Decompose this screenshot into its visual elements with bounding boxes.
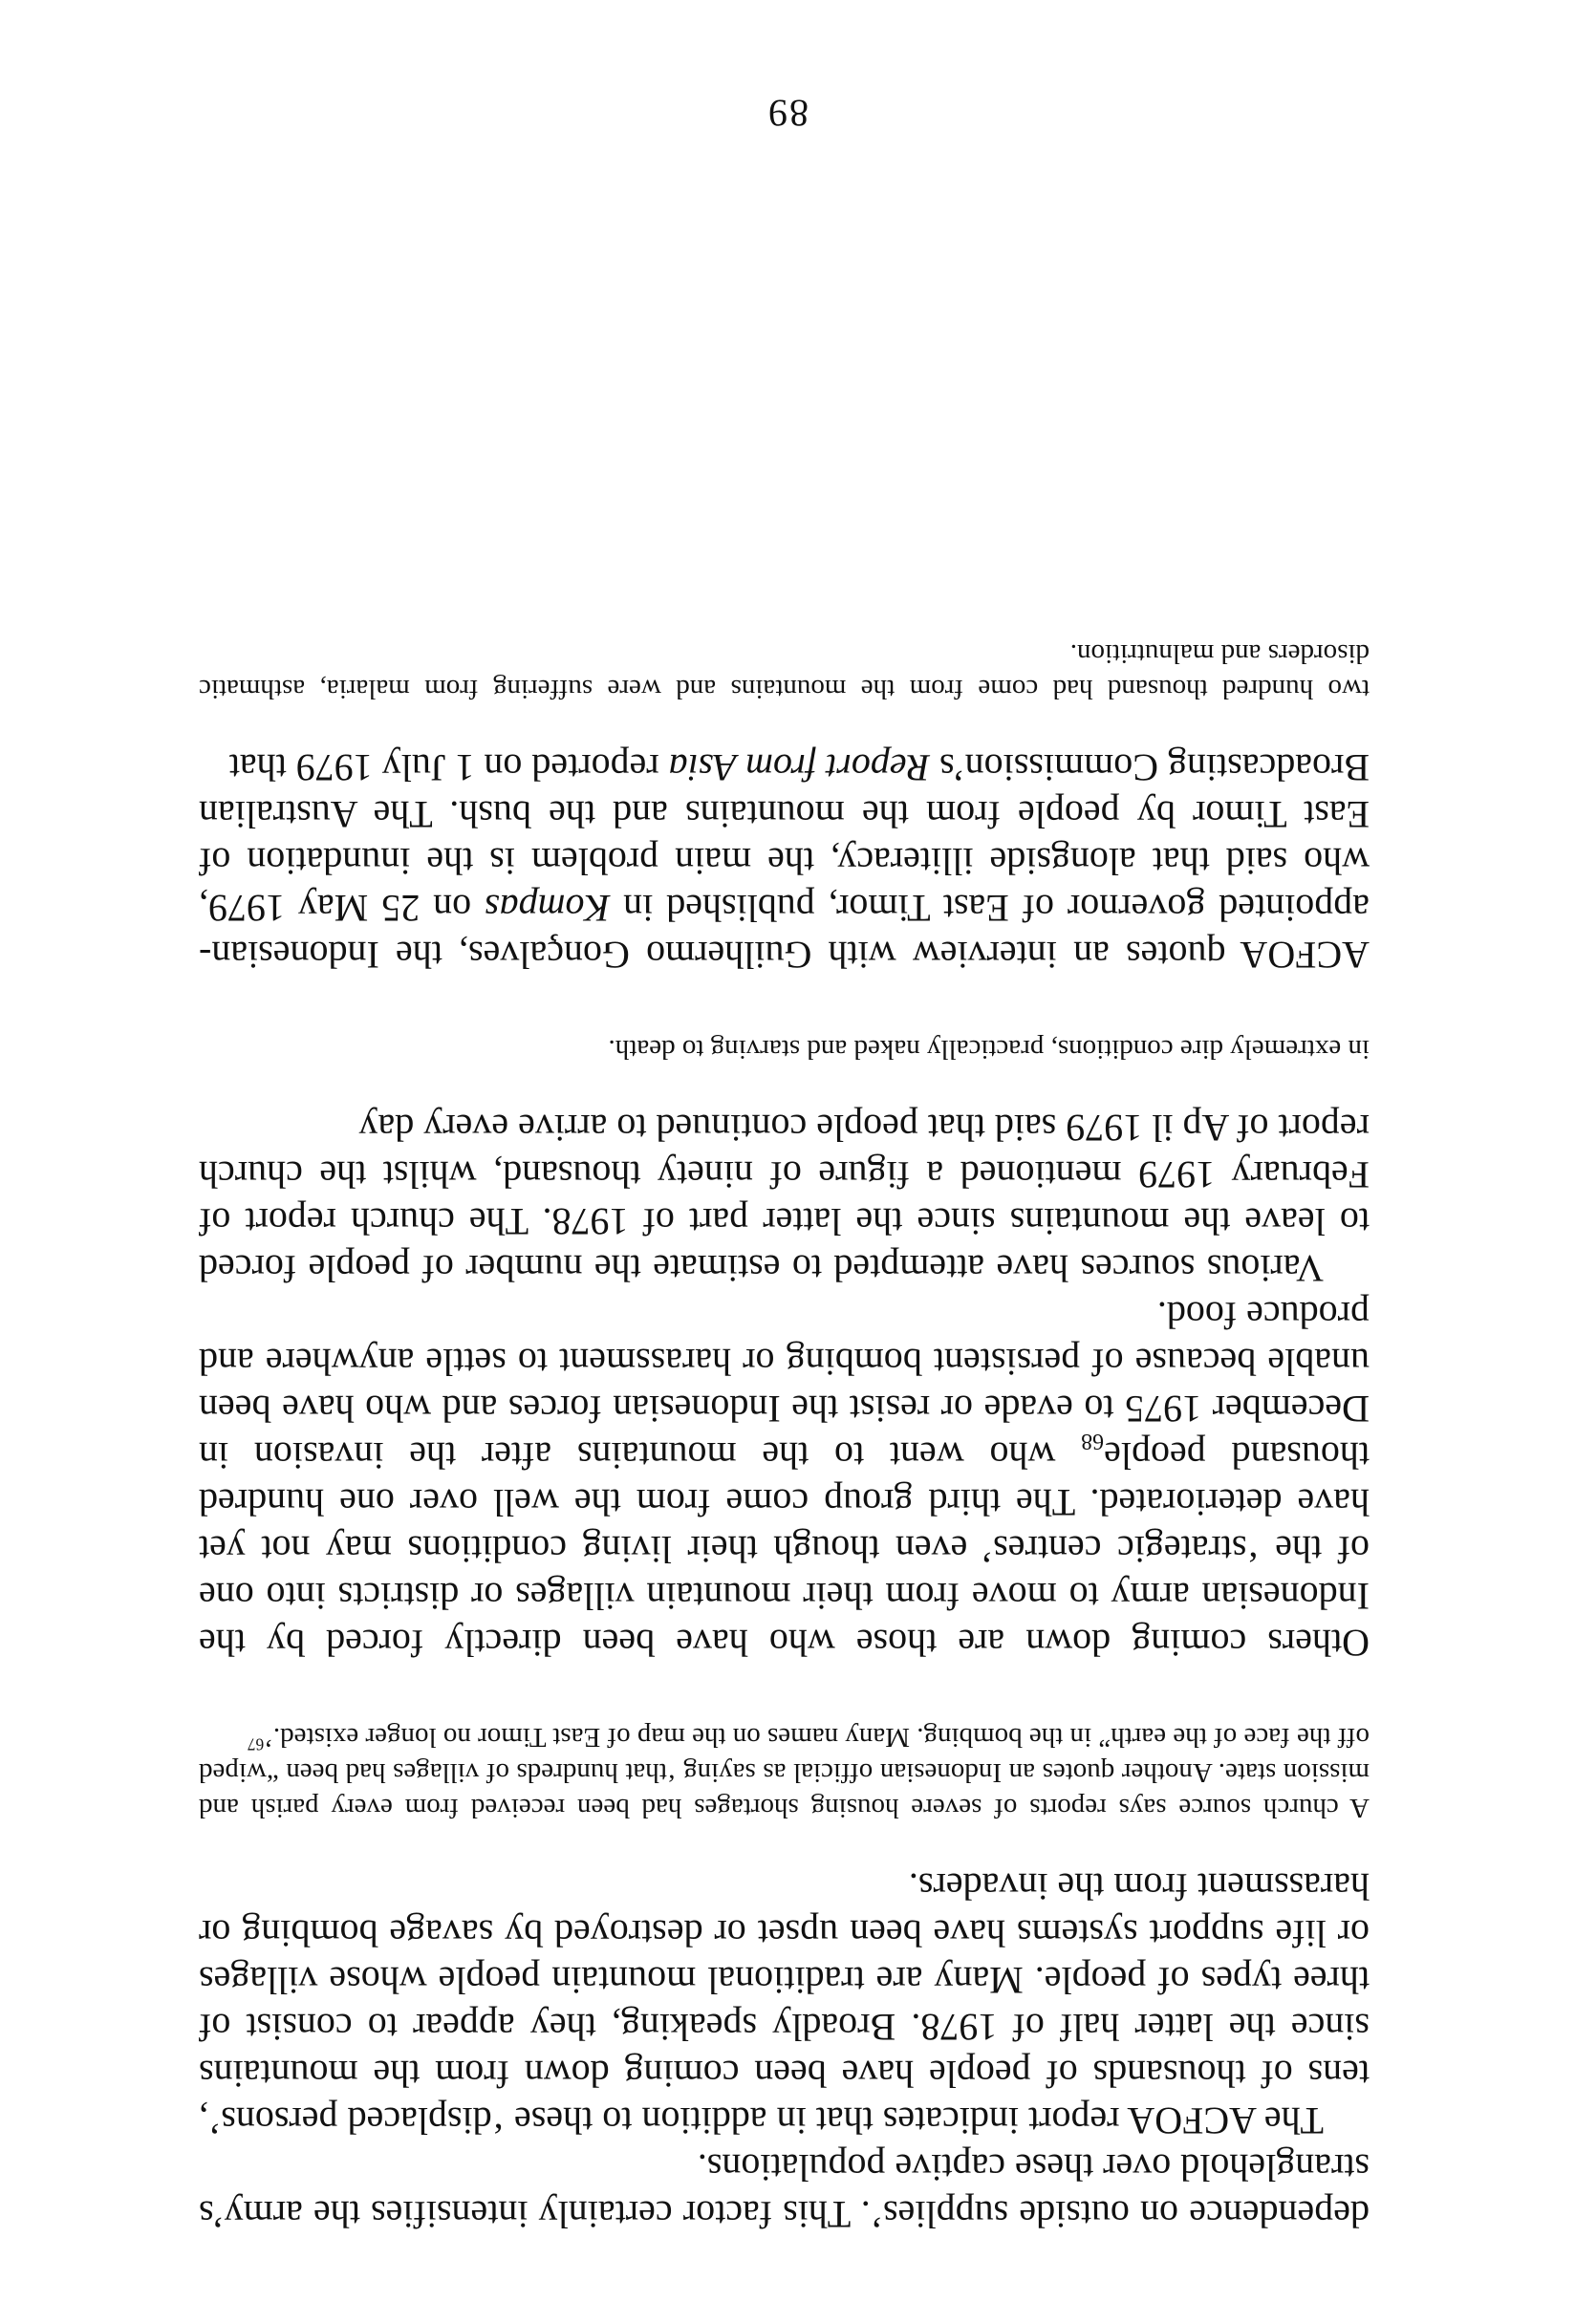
paragraph-acfoa-report: The ACFOA report indicates that in addition to these ‘displaced persons’, tens of thousands of people have been coming down from the mountains since the latter half of 1978. Broadly speaking, they appear to consist of three types of people. Many are traditional mountain people whose villages or life support systems have been upset or destroyed by savage bombing or harassment from the invaders. bbox=[199, 1865, 1370, 2142]
spacer bbox=[199, 1667, 1370, 1719]
footnote-ref-68: 68 bbox=[1081, 1429, 1105, 1453]
paragraph-others-coming-down bbox=[199, 1292, 1370, 1667]
paragraph-others-text-after: who went to the mountains after the invasion in December 1975 to evade or resist the Indonesian forces and who have been unable because of persistent bombing or harassment to settle anywhere and produce food. bbox=[199, 1294, 1370, 1477]
text-column bbox=[199, 635, 1370, 2238]
quote-church-source bbox=[199, 1719, 1370, 1825]
quote-dire-conditions: in extremely dire conditions, practically naked and starving to death. bbox=[608, 1034, 1370, 1065]
footnote-ref-67: 67 bbox=[247, 1734, 265, 1754]
title-report-from-asia: Report from Asia bbox=[668, 746, 930, 789]
quote-two-hundred-thousand: two hundred thousand had come from the mountains and were suffering from malaria, asthmatic disorders and malnutrition. bbox=[199, 638, 1370, 704]
spacer bbox=[199, 979, 1370, 1031]
paragraph-various-sources: Various sources have attempted to estimate the number of people forced to leave the mountains since the latter part of 1978. The church report of February 1979 mentioned a figure of ninety thousand, whilst the church report of Ap il 1979 said that people continued to arrive every day bbox=[199, 1107, 1370, 1290]
quote-church-source-text: A church source says reports of severe housing shortages had been received from every parish and mission state. Another quotes an Indonesian official as saying ‘that hundreds of villages had been “wiped off the face of the earth” in the bombing. Many names on the map of East Timor no longer existed.’ bbox=[199, 1722, 1370, 1823]
interview-text-mid: on 25 May 1979, who said that alongside illiteracy, the main problem is the inundation of East Timor by people from the mountains and the bush. The Australian Broadcasting Commission’s bbox=[199, 746, 1370, 930]
interview-text-before: ACFOA quotes an interview with Guilhermo Gonçalves, the Indonesian-appointed governor of East Timor, published in bbox=[199, 887, 1370, 977]
spacer bbox=[199, 1066, 1370, 1105]
title-kompas: Kompas bbox=[485, 887, 611, 930]
paragraph-others-text: Others coming down are those who have been directly forced by the Indonesian army to move from their mountain villages or districts into one of the ‘strategic centres’ even though their living conditions may not yet have deteriorated. The third group come from the well over one hundred thousand people bbox=[199, 1434, 1370, 1665]
interview-text-after: reported on 1 July 1979 that bbox=[228, 746, 669, 789]
paragraph-acfoa-interview bbox=[199, 744, 1370, 979]
paragraph-dependence: dependence on outside supplies’. This factor certainly intensifies the army’s stranglehold over these captive populations. bbox=[199, 2146, 1370, 2236]
spacer bbox=[199, 1825, 1370, 1863]
page-number: 89 bbox=[766, 92, 809, 135]
spacer bbox=[199, 706, 1370, 744]
